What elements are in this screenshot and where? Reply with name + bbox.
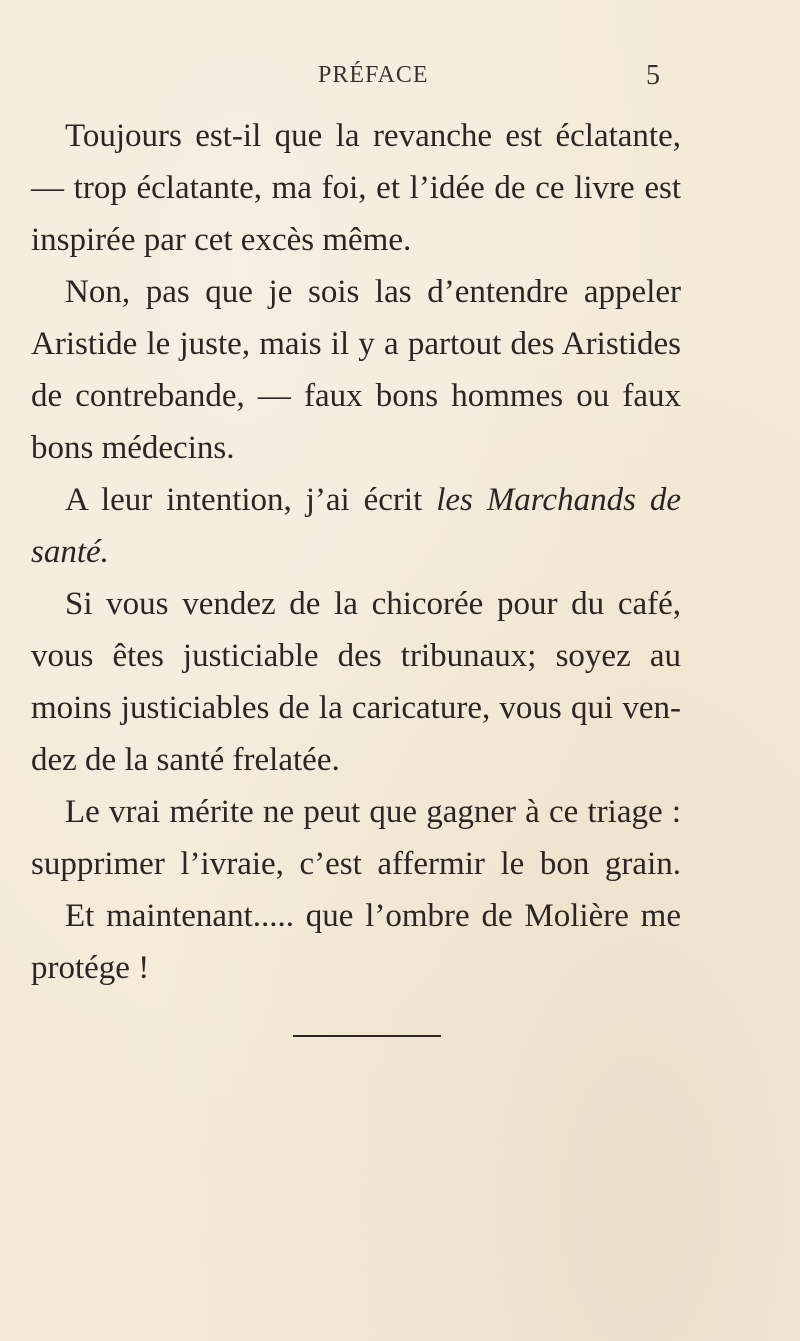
text-line: de contrebande, — faux bons hommes ou faux: [31, 378, 681, 414]
text-segment: A leur intention, j’ai écrit: [65, 482, 423, 518]
text-line: protége !: [31, 950, 150, 986]
text-line: Aristide le juste, mais il y a partout des Aristides: [31, 326, 681, 362]
text-line: supprimer l’ivraie, c’est affermir le bon grain.: [31, 846, 681, 882]
page-number: 5: [646, 60, 660, 91]
text-line: Le vrai mérite ne peut que gagner à ce triage :: [65, 794, 681, 830]
text-line: moins justiciables de la caricature, vous qui ven-: [31, 690, 681, 726]
book-title-italic: les Marchands de: [436, 482, 682, 518]
text-line: — trop éclatante, ma foi, et l’idée de ce livre est: [31, 170, 681, 206]
running-title: PRÉFACE: [318, 62, 429, 88]
text-line: Non, pas que je sois las d’entendre appeler: [65, 274, 681, 310]
text-line-with-title: [31, 474, 681, 526]
book-title-italic-end: santé.: [31, 534, 109, 570]
section-end-rule: [293, 1035, 441, 1037]
text-line: dez de la santé frelatée.: [31, 742, 340, 778]
text-line: Si vous vendez de la chicorée pour du café,: [65, 586, 681, 622]
text-line: vous êtes justiciable des tribunaux; soyez au: [31, 638, 681, 674]
text-line: [31, 526, 681, 578]
text-line: Et maintenant..... que l’ombre de Molière me: [65, 898, 681, 934]
text-line: inspirée par cet excès même.: [31, 222, 412, 258]
preface-text: [31, 110, 681, 994]
text-line: bons médecins.: [31, 430, 235, 466]
running-head: [0, 62, 800, 102]
text-line: Toujours est-il que la revanche est éclatante,: [65, 118, 681, 154]
